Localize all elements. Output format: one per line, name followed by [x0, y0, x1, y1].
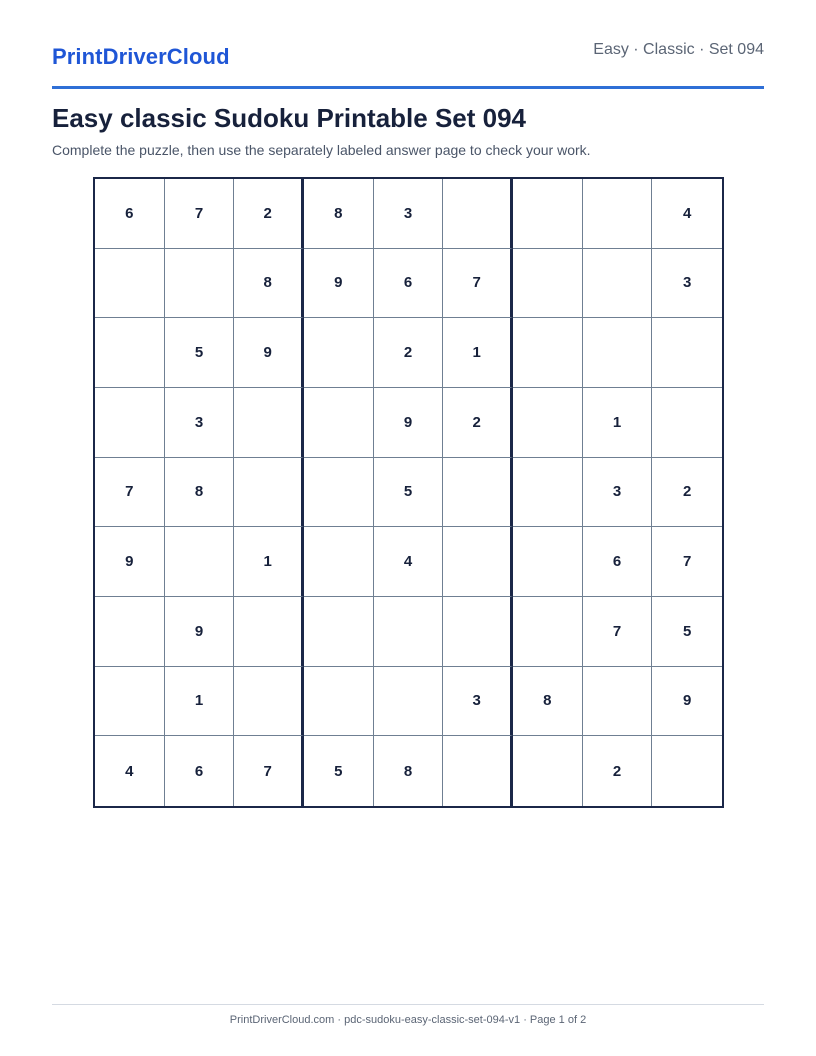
sudoku-cell — [304, 667, 374, 737]
sudoku-cell: 3 — [652, 249, 722, 319]
sudoku-cell: 2 — [443, 388, 513, 458]
sudoku-cell — [583, 667, 653, 737]
sudoku-cell — [304, 597, 374, 667]
footer-divider — [52, 1004, 764, 1005]
sudoku-cell — [513, 458, 583, 528]
sudoku-cell: 9 — [374, 388, 444, 458]
sudoku-cell — [513, 249, 583, 319]
sudoku-cell — [443, 597, 513, 667]
sudoku-cell: 4 — [374, 527, 444, 597]
sudoku-cell — [513, 527, 583, 597]
sudoku-cell: 5 — [652, 597, 722, 667]
sudoku-cell — [304, 527, 374, 597]
sudoku-cell: 6 — [374, 249, 444, 319]
sudoku-cell: 2 — [374, 318, 444, 388]
sudoku-cell: 7 — [583, 597, 653, 667]
sudoku-cell — [513, 179, 583, 249]
sudoku-cell — [234, 667, 304, 737]
sudoku-cell — [304, 458, 374, 528]
sudoku-cell: 3 — [374, 179, 444, 249]
sudoku-cell: 9 — [165, 597, 235, 667]
page-footer: PrintDriverCloud.com · pdc-sudoku-easy-classic-set-094-v1 · Page 1 of 2 — [229, 1014, 587, 1026]
sudoku-cell: 3 — [165, 388, 235, 458]
sudoku-cell — [443, 736, 513, 806]
sudoku-cell: 8 — [513, 667, 583, 737]
sudoku-cell: 6 — [165, 736, 235, 806]
page-header — [52, 0, 764, 89]
sudoku-cell: 5 — [165, 318, 235, 388]
sudoku-cell — [583, 179, 653, 249]
sudoku-cell: 2 — [234, 179, 304, 249]
sudoku-cell: 4 — [652, 179, 722, 249]
sudoku-cell: 7 — [652, 527, 722, 597]
sudoku-cell — [374, 597, 444, 667]
page-subtitle: Complete the puzzle, then use the separately labeled answer page to check your work. — [52, 142, 591, 158]
sudoku-cell — [304, 318, 374, 388]
sudoku-cell — [95, 318, 165, 388]
sudoku-cell — [443, 179, 513, 249]
sudoku-cell — [95, 667, 165, 737]
sudoku-cell — [652, 736, 722, 806]
sudoku-cell — [443, 527, 513, 597]
sudoku-cell: 6 — [95, 179, 165, 249]
sudoku-cell — [583, 318, 653, 388]
sudoku-cell: 6 — [583, 527, 653, 597]
brand-logo-text: PrintDriverCloud — [52, 44, 230, 69]
sudoku-cell — [443, 458, 513, 528]
page-title: Easy classic Sudoku Printable Set 094 — [52, 103, 527, 133]
sudoku-cell — [234, 388, 304, 458]
sudoku-cell: 9 — [652, 667, 722, 737]
sudoku-cell: 1 — [443, 318, 513, 388]
sudoku-cell: 7 — [165, 179, 235, 249]
sudoku-cell — [165, 249, 235, 319]
sudoku-cell: 3 — [583, 458, 653, 528]
sudoku-cell — [513, 597, 583, 667]
sudoku-cell — [513, 318, 583, 388]
sudoku-cell — [234, 597, 304, 667]
sudoku-cell: 8 — [374, 736, 444, 806]
sudoku-cell: 9 — [234, 318, 304, 388]
sudoku-cell: 5 — [304, 736, 374, 806]
sudoku-cell — [583, 249, 653, 319]
sudoku-cell: 8 — [304, 179, 374, 249]
sudoku-cell: 4 — [95, 736, 165, 806]
sudoku-cell: 1 — [583, 388, 653, 458]
sudoku-cell — [652, 318, 722, 388]
sudoku-cell — [304, 388, 374, 458]
sudoku-cell — [513, 736, 583, 806]
sudoku-cell: 7 — [443, 249, 513, 319]
sudoku-cell — [165, 527, 235, 597]
sudoku-cell: 7 — [234, 736, 304, 806]
puzzle-meta: Easy · Classic · Set 094 — [593, 41, 764, 58]
sudoku-grid — [93, 177, 724, 808]
sudoku-cell — [513, 388, 583, 458]
sudoku-cell: 1 — [165, 667, 235, 737]
sudoku-cell: 7 — [95, 458, 165, 528]
sudoku-cell: 9 — [95, 527, 165, 597]
sudoku-cell: 2 — [583, 736, 653, 806]
sudoku-cell — [95, 597, 165, 667]
sudoku-cell: 2 — [652, 458, 722, 528]
sudoku-cell — [95, 249, 165, 319]
sudoku-cell: 8 — [165, 458, 235, 528]
sudoku-cell: 8 — [234, 249, 304, 319]
sudoku-cell: 9 — [304, 249, 374, 319]
sudoku-cell — [95, 388, 165, 458]
sudoku-cell — [374, 667, 444, 737]
sudoku-cell: 1 — [234, 527, 304, 597]
sudoku-cell — [234, 458, 304, 528]
sudoku-cell: 3 — [443, 667, 513, 737]
sudoku-cell: 5 — [374, 458, 444, 528]
sudoku-cell — [652, 388, 722, 458]
